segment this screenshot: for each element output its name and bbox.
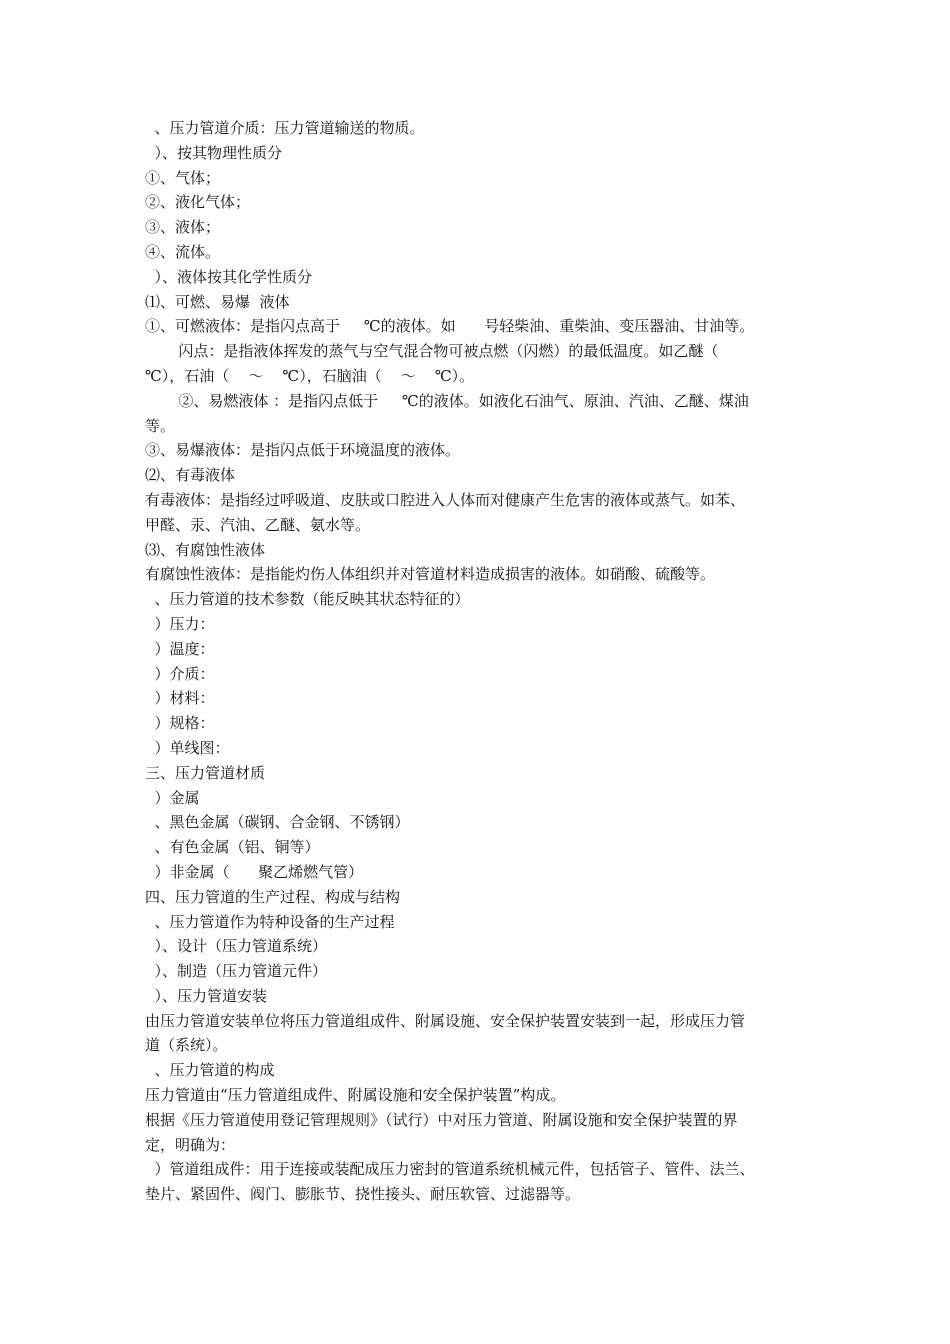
text-line: ④、流体。 [145, 242, 221, 261]
text-line: ①、可燃液体：是指闪点高于 ℃的液体。如 号轻柴油、重柴油、变压器油、甘油等。 [145, 317, 755, 336]
text-line: ℃），石油（ ～ ℃），石脑油（ ～ ℃）。 [145, 366, 475, 385]
text-line: 闪点：是指液体挥发的蒸气与空气混合物可被点燃（闪燃）的最低温度。如乙醚（ [145, 342, 719, 361]
text-line: ）金属 [145, 788, 200, 807]
text-line: ）、压力管道安装 [145, 986, 268, 1005]
text-line: 、有色金属（铝、铜等） [145, 838, 320, 857]
text-line: ）单线图： [145, 738, 230, 757]
text-line: ①、气体； [145, 168, 221, 187]
text-line: ②、液化气体； [145, 193, 251, 212]
text-line: 道（系统）。 [145, 1036, 228, 1055]
section-heading: 四、压力管道的生产过程、构成与结构 [145, 887, 401, 906]
text-line: ③、液体； [145, 218, 221, 237]
document-body [145, 116, 813, 1207]
text-line: 有腐蚀性液体：是指能灼伤人体组织并对管道材料造成损害的液体。如硝酸、硫酸等。 [145, 565, 716, 584]
text-line: ②、易燃液体 ：是指闪点低于 ℃的液体。如液化石油气、原油、汽油、乙醚、煤油 [145, 391, 749, 410]
text-line: ）、液体按其化学性质分 [145, 267, 313, 286]
text-line: 、黑色金属（碳钢、合金钢、不锈钢） [145, 813, 410, 832]
text-line: ⑵、有毒液体 [145, 466, 236, 485]
text-line: 垫片、紧固件、阀门、膨胀节、挠性接头、耐压软管、过滤器等。 [145, 1185, 581, 1204]
text-line: 甲醛、汞、汽油、乙醚、氨水等。 [145, 515, 371, 534]
text-line: ）压力： [145, 614, 215, 633]
text-line: ）、制造（压力管道元件） [145, 962, 328, 981]
text-line: 、压力管道的构成 [145, 1061, 275, 1080]
text-line: 、压力管道作为特种设备的生产过程 [145, 912, 395, 931]
text-line: 定，明确为： [145, 1135, 236, 1154]
text-line: ）非金属（ 聚乙烯燃气管） [145, 862, 364, 881]
text-line: ）材料： [145, 689, 215, 708]
text-line: ）、按其物理性质分 [145, 143, 283, 162]
text-line: ）规格： [145, 714, 215, 733]
text-line: ⑴、可燃、易爆 液体 [145, 292, 290, 311]
text-line: 由压力管道安装单位将压力管道组成件、附属设施、安全保护装置安装到一起，形成压力管 [145, 1011, 746, 1030]
text-line: 有毒液体：是指经过呼吸道、皮肤或口腔进入人体而对健康产生危害的液体或蒸气。如苯、 [145, 490, 746, 509]
text-line: 、压力管道介质：压力管道输送的物质。 [145, 119, 425, 137]
text-line: ）介质： [145, 664, 215, 683]
text-line: 压力管道由“压力管道组成件、附属设施和安全保护装置”构成。 [145, 1086, 566, 1105]
text-line: ）、设计（压力管道系统） [145, 937, 328, 956]
section-heading: 三、压力管道材质 [145, 763, 266, 782]
text-line: ）温度： [145, 639, 215, 658]
text-line: 根据《压力管道使用登记管理规则》（试行）中对压力管道、附属设施和安全保护装置的界 [145, 1110, 738, 1129]
text-line: ⑶、有腐蚀性液体 [145, 540, 266, 559]
text-line: ③、易爆液体：是指闪点低于环境温度的液体。 [145, 441, 461, 460]
text-line: 等。 [145, 416, 176, 435]
text-line: 、压力管道的技术参数（能反映其状态特征的） [145, 590, 470, 609]
text-line: ）管道组成件：用于连接或装配成压力密封的管道系统机械元件，包括管子、管件、法兰、 [145, 1160, 755, 1179]
